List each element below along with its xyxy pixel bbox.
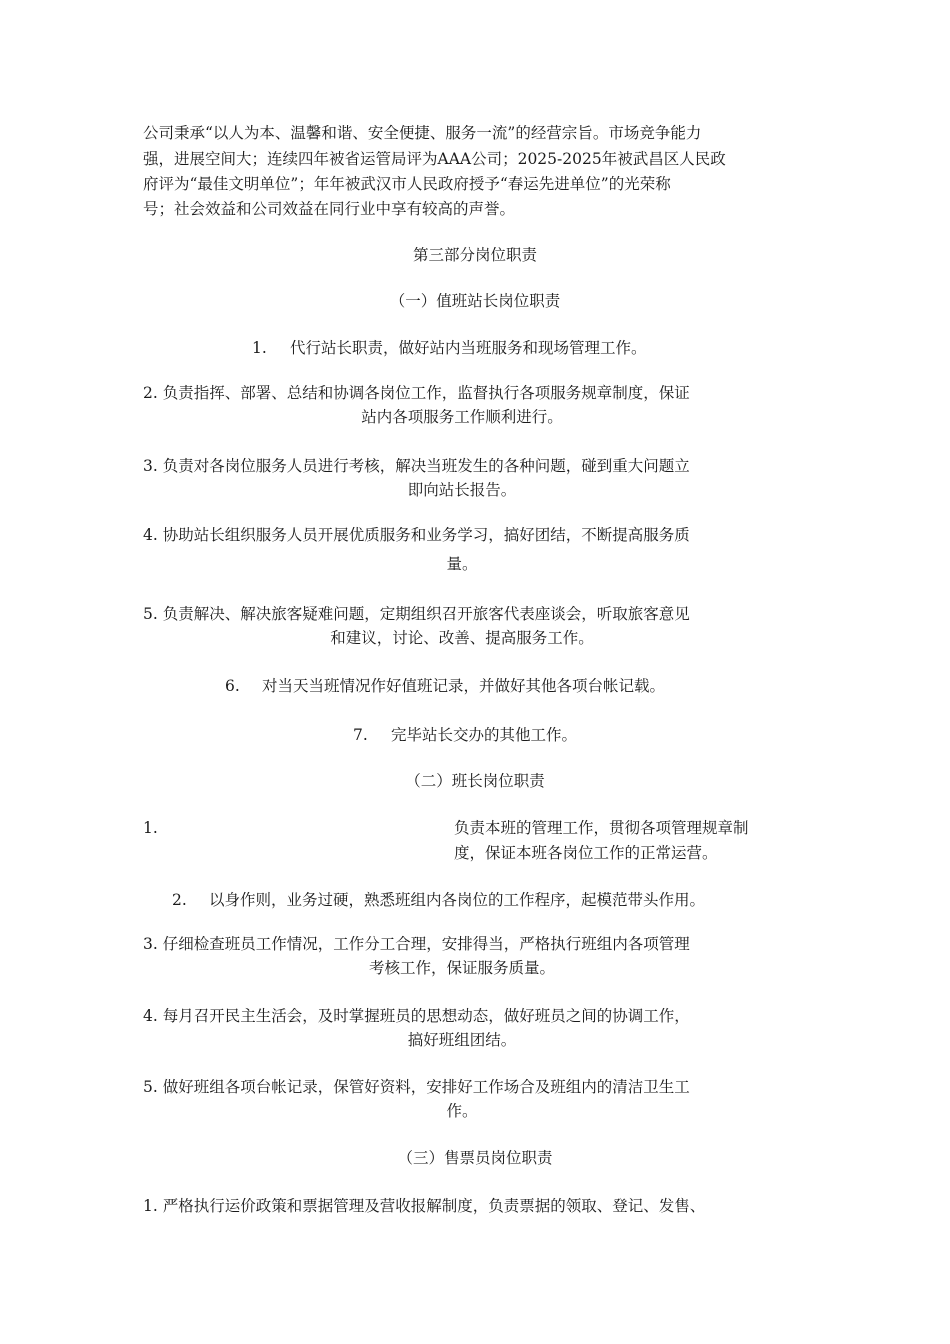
item-line-2: 作。 [446, 1102, 478, 1120]
intro-line-1: 公司秉承“以人为本、温馨和谐、安全便捷、服务一流”的经营宗旨。市场竞争能力 [143, 124, 702, 142]
item-line-2: 和建议，讨论、改善、提高服务工作。 [330, 629, 594, 647]
part-title: 第三部分岗位职责 [412, 246, 537, 264]
item-text: 对当天当班情况作好值班记录，并做好其他各项台帐记载。 [262, 677, 666, 695]
item-number: 7. [353, 726, 368, 744]
item-number: 1. [143, 819, 158, 837]
item-line-1: 4. 每月召开民主生活会，及时掌握班员的思想动态，做好班员之间的协调工作， [143, 1007, 690, 1025]
item-number: 1. [252, 339, 267, 357]
section3-title: （三）售票员岗位职责 [397, 1149, 553, 1167]
item-number: 2. [172, 891, 187, 909]
item-line-1: 负责本班的管理工作，贯彻各项管理规章制 [454, 819, 749, 837]
intro-line-3: 府评为“最佳文明单位”；年年被武汉市人民政府授予“春运先进单位”的光荣称 [143, 175, 671, 193]
intro-line-4: 号；社会效益和公司效益在同行业中享有较高的声誉。 [143, 200, 516, 218]
item-text: 完毕站长交办的其他工作。 [391, 726, 578, 744]
item-line-1: 1. 严格执行运价政策和票据管理及营收报解制度，负责票据的领取、登记、发售、 [143, 1197, 706, 1215]
item-text: 以身作则，业务过硬，熟悉班组内各岗位的工作程序，起模范带头作用。 [209, 891, 706, 909]
item-line-2: 度，保证本班各岗位工作的正常运营。 [454, 844, 718, 862]
item-line-1: 4. 协助站长组织服务人员开展优质服务和业务学习，搞好团结，不断提高服务质 [143, 526, 690, 544]
section1-title: （一）值班站长岗位职责 [389, 292, 561, 310]
intro-line-2: 强，进展空间大；连续四年被省运管局评为AAA公司；2025-2025年被武昌区人民政 [143, 150, 726, 168]
item-line-2: 即向站长报告。 [407, 481, 517, 499]
item-line-1: 3. 负责对各岗位服务人员进行考核，解决当班发生的各种问题，碰到重大问题立 [143, 457, 690, 475]
item-number: 6. [225, 677, 240, 695]
item-line-2: 站内各项服务工作顺利进行。 [361, 408, 563, 426]
item-line-2: 搞好班组团结。 [407, 1031, 517, 1049]
item-text: 代行站长职责，做好站内当班服务和现场管理工作。 [290, 339, 647, 357]
item-line-1: 5. 负责解决、解决旅客疑难问题，定期组织召开旅客代表座谈会，听取旅客意见 [143, 605, 690, 623]
item-line-1: 3. 仔细检查班员工作情况，工作分工合理，安排得当，严格执行班组内各项管理 [143, 935, 690, 953]
section2-title: （二）班长岗位职责 [405, 772, 545, 790]
item-line-1: 2. 负责指挥、部署、总结和协调各岗位工作，监督执行各项服务规章制度，保证 [143, 384, 690, 402]
item-line-1: 5. 做好班组各项台帐记录，保管好资料，安排好工作场合及班组内的清洁卫生工 [143, 1078, 690, 1096]
item-line-2: 考核工作，保证服务质量。 [368, 959, 555, 977]
item-line-2: 量。 [446, 555, 478, 573]
